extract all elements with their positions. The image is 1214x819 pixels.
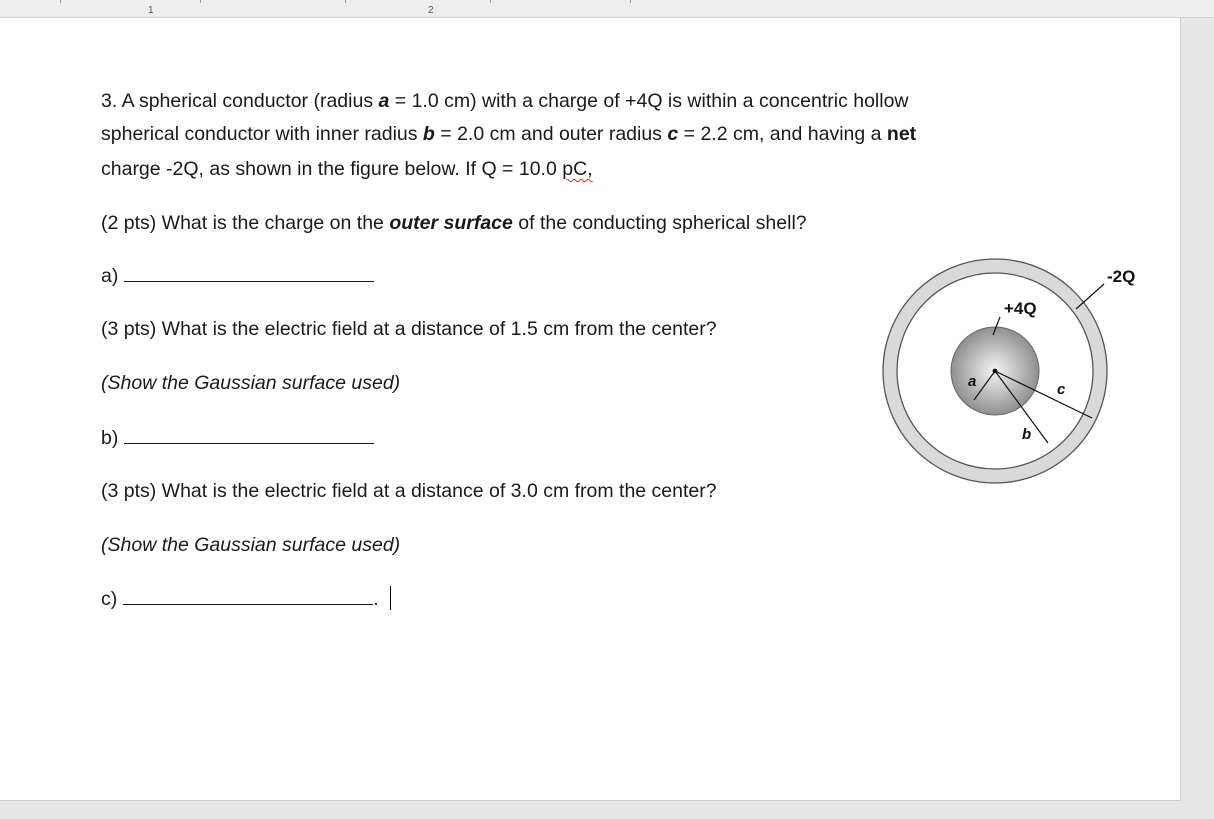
text-cursor — [390, 586, 392, 610]
answer-label-c: c) — [101, 588, 118, 610]
outer-charge-leader — [1076, 284, 1104, 309]
problem-line-3 — [101, 157, 593, 181]
answer-label-b: b) — [101, 427, 119, 449]
problem-text: charge -2Q, as shown in the figure below. If Q = 10.0 — [101, 158, 563, 180]
problem-text: = 1.0 cm) with a charge of +4Q is within a concentric hollow — [389, 90, 909, 112]
variable-a: a — [378, 90, 390, 112]
question-c: (3 pts) What is the electric field at a distance of 3.0 cm from the center? — [101, 480, 717, 502]
answer-suffix: . — [373, 588, 379, 610]
ruler-number-1: 1 — [148, 5, 154, 16]
outer-charge-label: -2Q — [1107, 267, 1136, 286]
radius-b-label: b — [1022, 426, 1032, 443]
gaussian-note-c — [101, 533, 400, 557]
note-text: (Show the Gaussian surface used) — [101, 534, 401, 556]
net-word: net — [886, 123, 917, 145]
question-text: of the conducting spherical shell? — [512, 212, 807, 234]
answer-blank-b[interactable] — [124, 425, 374, 444]
ruler-tick — [345, 0, 346, 3]
document-page[interactable] — [0, 18, 1181, 801]
question-emphasis: outer surface — [389, 212, 513, 234]
problem-text: = 2.0 cm and outer radius — [434, 123, 668, 145]
problem-line-2 — [101, 122, 916, 146]
answer-blank-a[interactable] — [124, 263, 374, 282]
variable-b: b — [422, 123, 435, 145]
variable-c: c — [667, 123, 679, 145]
question-text: (2 pts) What is the charge on the — [101, 212, 390, 234]
question-a — [101, 211, 807, 235]
answer-line-c[interactable] — [101, 586, 391, 611]
ruler-number-2: 2 — [428, 5, 434, 16]
inner-charge-label: +4Q — [1004, 299, 1037, 318]
problem-text: spherical conductor with inner radius — [101, 123, 423, 145]
note-text: (Show the Gaussian surface used) — [101, 372, 401, 394]
gaussian-note-b — [101, 371, 400, 395]
answer-label-a: a) — [101, 265, 119, 287]
answer-line-a[interactable] — [101, 263, 374, 288]
problem-text: 3. A spherical conductor (radius — [101, 90, 379, 112]
answer-line-b[interactable] — [101, 425, 374, 450]
ruler — [0, 0, 1214, 18]
center-dot — [993, 369, 998, 374]
problem-line-1 — [101, 89, 909, 113]
spellcheck-word-pc[interactable]: pC, — [562, 158, 593, 180]
sphere-diagram — [876, 246, 1156, 496]
ruler-tick — [60, 0, 61, 3]
question-b: (3 pts) What is the electric field at a distance of 1.5 cm from the center? — [101, 318, 717, 340]
ruler-tick — [490, 0, 491, 3]
answer-blank-c[interactable] — [123, 586, 373, 605]
radius-a-label: a — [968, 373, 977, 390]
problem-text: = 2.2 cm, and having a — [678, 123, 887, 145]
radius-c-label: c — [1057, 381, 1066, 398]
ruler-tick — [200, 0, 201, 3]
ruler-tick — [630, 0, 631, 3]
